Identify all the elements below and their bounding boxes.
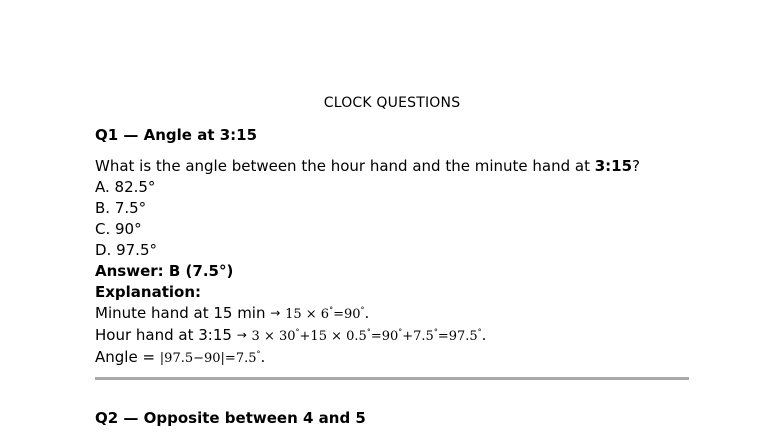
section-divider xyxy=(95,377,689,380)
explanation-line-hour xyxy=(95,325,689,347)
answer-line: Answer: B (7.5°) xyxy=(95,262,234,280)
question-1-title: Q1 — Angle at 3:15 xyxy=(95,126,258,144)
explanation-text: Angle = xyxy=(95,348,160,366)
sentence-end: . xyxy=(481,326,487,344)
question-1-prefix: What is the angle between the hour hand and the minute hand at xyxy=(95,157,595,175)
arrow-icon: → xyxy=(236,328,247,342)
explanation-label: Explanation: xyxy=(95,283,202,301)
option-a: A. 82.5° xyxy=(95,178,156,196)
math-expression: 15 × 6°=90° xyxy=(285,305,365,322)
question-1-suffix: ? xyxy=(632,157,640,175)
arrow-icon: → xyxy=(270,306,281,320)
math-expression: |97.5−90|=7.5° xyxy=(159,349,261,366)
document-body xyxy=(95,125,689,428)
question-2-title: Q2 — Opposite between 4 and 5 xyxy=(95,409,366,427)
page-header: CLOCK QUESTIONS xyxy=(323,95,461,111)
option-c: C. 90° xyxy=(95,220,142,238)
question-1-text xyxy=(95,156,689,177)
explanation-line-minute xyxy=(95,303,689,325)
explanation-text: Hour hand at 3:15 xyxy=(95,326,232,344)
option-d: D. 97.5° xyxy=(95,241,157,259)
explanation-text: Minute hand at 15 min xyxy=(95,304,266,322)
option-b: B. 7.5° xyxy=(95,199,147,217)
explanation-line-angle xyxy=(95,347,689,369)
math-expression: 3 × 30°+15 × 0.5°=90°+7.5°=97.5° xyxy=(251,327,482,344)
question-1-time: 3:15 xyxy=(594,157,633,175)
sentence-end: . xyxy=(364,304,370,322)
sentence-end: . xyxy=(260,348,266,366)
